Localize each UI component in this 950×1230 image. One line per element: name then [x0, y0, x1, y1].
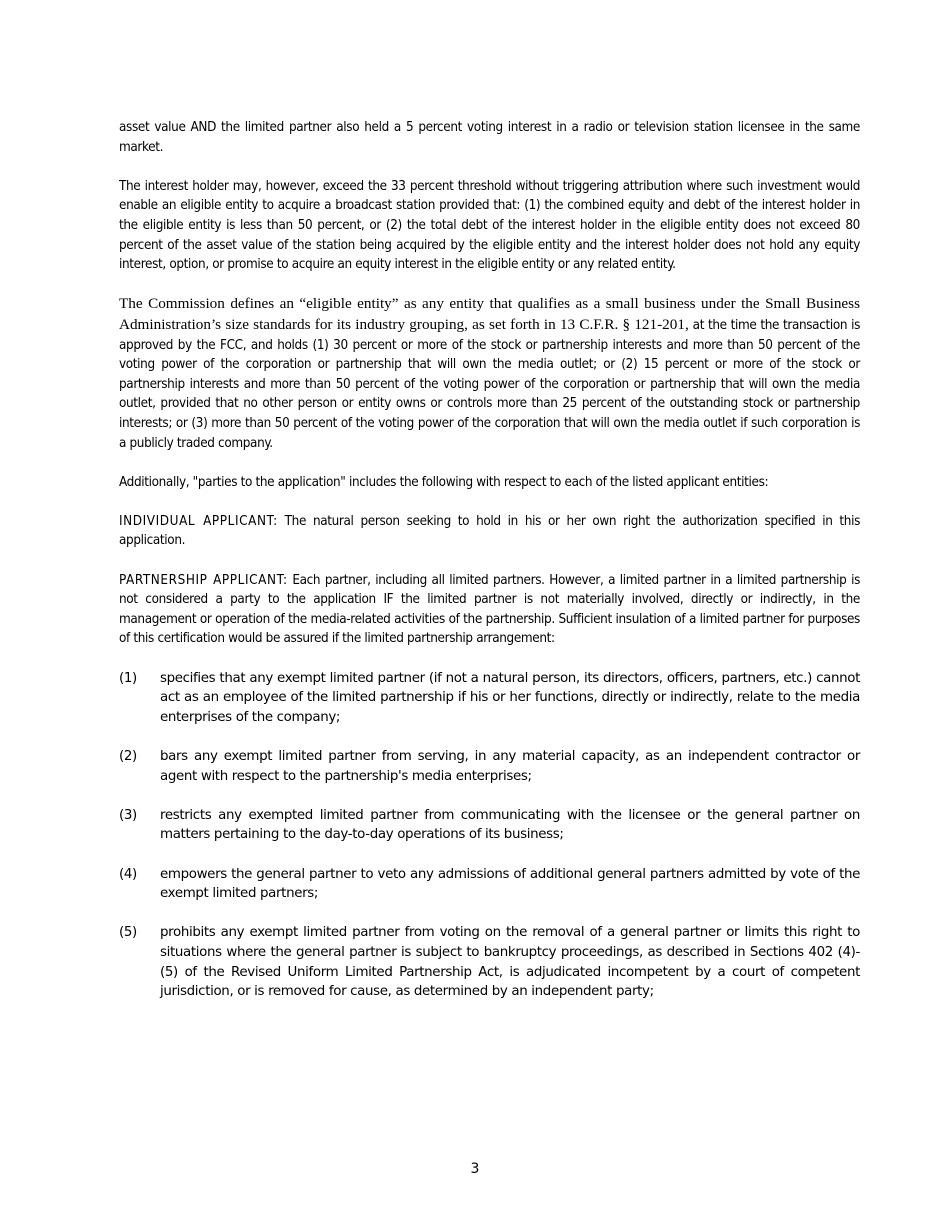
- list-item-2: [119, 747, 860, 786]
- list-item-number: (5): [119, 925, 137, 941]
- list-item-text: empowers the general partner to veto any admissions of additional general partners admitted by vote of the exempt limited partners;: [160, 866, 860, 902]
- list-item-number: (1): [119, 670, 137, 686]
- paragraph-interest-holder-threshold: The interest holder may, however, exceed the 33 percent threshold without triggering attribution where such investment would enable an eligible entity to acquire a broadcast station provided that: (1) the combined equity and debt of the interest holder in the eligible entity is less than 50 percent, or (2) the total debt of the interest holder in the eligible entity does not exceed 80 percent of the asset value of the station being acquired by the eligible entity and the interest holder does not hold any equity interest, option, or promise to acquire an equity interest in the eligible entity or any related entity.: [119, 178, 860, 273]
- list-item-number: (2): [119, 749, 137, 764]
- eligible-entity-intro: The Commission defines an “eligible entity” as any entity that qualifies as a small business under the Small Business Administration’s size standards for its industry grouping, as set forth in 13 C.F.R. § 121-201,: [119, 295, 860, 333]
- list-item-3: [119, 806, 860, 845]
- list-item-4: [119, 865, 860, 904]
- eligible-entity-conditions: at the time the transaction is approved by the FCC, and holds (1) 30 percent or more of the stock or partnership interests and more than 50 percent of the voting power of the corporation or partnership that will own the media outlet; or (2) 15 percent or more of the stock or partnership interests and more than 50 percent of the voting power of the corporation or partnership that will own the media outlet, provided that no other person or entity owns or controls more than 25 percent of the outstanding stock or partnership interests; or (3) more than 50 percent of the voting power of the corporation that will own the media outlet if such corporation is a publicly traded company.: [119, 317, 861, 451]
- list-item-text: specifies that any exempt limited partner (if not a natural person, its directors, officers, partners, etc.) cannot act as an employee of the limited partnership if his or her functions, directly or indirectly, relate to the media enterprises of the company;: [160, 670, 860, 725]
- list-item-number: (3): [119, 807, 137, 823]
- list-item-text: restricts any exempted limited partner from communicating with the licensee or the general partner on matters pertaining to the day-to-day operations of its business;: [160, 807, 860, 843]
- paragraph-partnership-applicant: [119, 571, 860, 649]
- paragraph-asset-value: asset value AND the limited partner also held a 5 percent voting interest in a radio or television station licensee in the same market.: [119, 120, 860, 155]
- individual-applicant-text: The natural person seeking to hold in his or her own right the authorization specified in this application.: [119, 513, 861, 549]
- list-item-1: [119, 669, 860, 728]
- list-item-number: (4): [119, 866, 137, 882]
- partnership-applicant-label: PARTNERSHIP APPLICANT:: [119, 572, 288, 588]
- individual-applicant-label: INDIVIDUAL APPLICANT:: [119, 513, 278, 529]
- page-number: 3: [470, 1161, 480, 1177]
- paragraph-eligible-entity-definition: [119, 294, 860, 453]
- list-item-5: [119, 923, 860, 1001]
- paragraph-individual-applicant: [119, 512, 860, 551]
- list-item-text: prohibits any exempt limited partner from voting on the removal of a general partner or limits this right to situations where the general partner is subject to bankruptcy proceedings, as described in Sections 402 (4)-(5) of the Revised Uniform Limited Partnership Act, is adjudicated incompetent by a court of competent jurisdiction, or is removed for cause, as determined by an independent party;: [160, 925, 860, 1000]
- paragraph-parties-to-application: Additionally, "parties to the application" includes the following with respect to each of the listed applicant entities:: [119, 474, 769, 490]
- document-body: [119, 118, 860, 1021]
- list-item-text: bars any exempt limited partner from serving, in any material capacity, as an independent contractor or agent with respect to the partnership's media enterprises;: [160, 749, 860, 784]
- partnership-applicant-text: Each partner, including all limited partners. However, a limited partner in a limited partnership is not considered a party to the application IF the limited partner is not materially involved, directly or indirectly, in the management or operation of the media-related activities of the partnership. Sufficient insulation of a limited partner for purposes of this certification would be assured if the limited partnership arrangement:: [119, 572, 860, 647]
